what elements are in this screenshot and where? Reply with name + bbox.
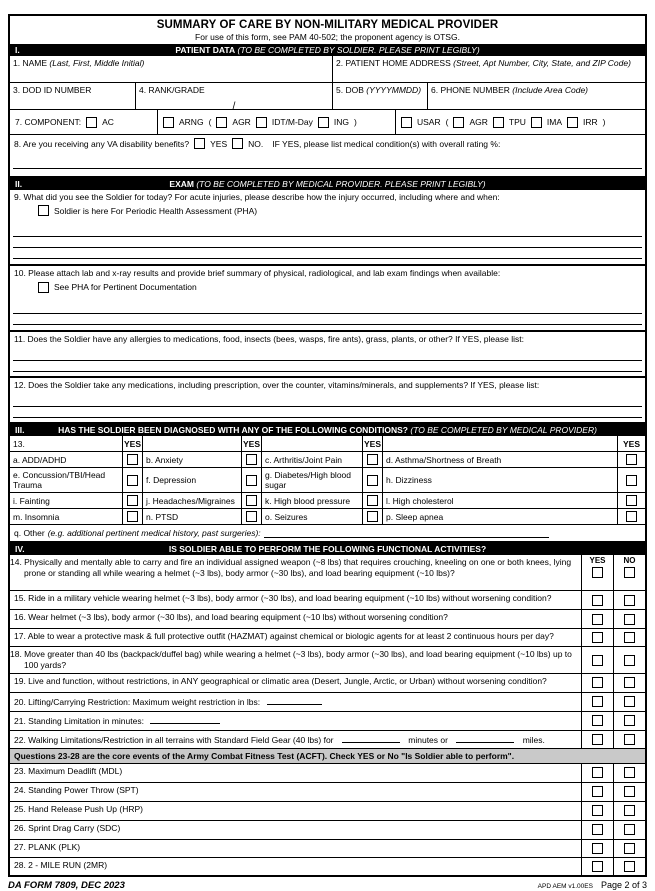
dob-field[interactable] [332, 83, 427, 109]
checkbox-24-no[interactable] [624, 786, 635, 797]
checkbox-usar[interactable] [401, 117, 412, 128]
apd-version: APD AEM v1.00ES [537, 882, 593, 890]
section-2-note: (TO BE COMPLETED BY MEDICAL PROVIDER. PLEASE PRINT LEGIBLY) [196, 179, 486, 189]
checkbox-25-no[interactable] [624, 805, 635, 816]
activity-row-19 [10, 674, 645, 693]
checkbox-anxiety[interactable] [246, 454, 257, 465]
q12-write-line-2[interactable] [13, 407, 642, 418]
blank-header [142, 436, 241, 452]
rank-grade-label: 4. RANK/GRADE [139, 85, 205, 95]
checkbox-concussion[interactable] [127, 475, 138, 486]
yes-header-4: YES [617, 436, 645, 452]
activity-row-23 [10, 764, 645, 783]
checkbox-depression[interactable] [246, 475, 257, 486]
q11-write-line-1[interactable] [13, 350, 642, 361]
checkbox-14-yes[interactable] [592, 567, 603, 578]
checkbox-diabetes[interactable] [367, 475, 378, 486]
section-3-numeral: III. [15, 425, 25, 436]
checkbox-irr[interactable] [567, 117, 578, 128]
question-10-text: 10. Please attach lab and x-ray results and provide brief summary of physical, radiological, and lab exam findings when available: [14, 268, 501, 279]
condition-label: l. High cholesterol [382, 493, 617, 509]
activity-row-25 [10, 802, 645, 821]
name-field[interactable] [10, 56, 332, 82]
checkbox-pha[interactable] [38, 205, 49, 216]
dod-id-field[interactable] [10, 83, 135, 109]
checkbox-19-yes[interactable] [592, 677, 603, 688]
checkbox-18-no[interactable] [624, 655, 635, 666]
checkbox-seizures[interactable] [367, 511, 378, 522]
other-label: q. Other [14, 528, 45, 539]
checkbox-18-yes[interactable] [592, 655, 603, 666]
checkbox-fainting[interactable] [127, 495, 138, 506]
checkbox-ac[interactable] [86, 117, 97, 128]
question-25-text: 25. Hand Release Push Up (HRP) [14, 803, 143, 814]
activity-row-21 [10, 712, 645, 731]
condition-label: b. Anxiety [142, 452, 241, 468]
question-18-text: 18. Move greater than 40 lbs (backpack/duffel bag) while wearing a helmet (~3 lbs), body armor (~30 lbs), and load bearing equipment (~10 lbs) up to 100 yards? [10, 649, 572, 671]
condition-label: i. Fainting [10, 493, 122, 509]
dod-id-label: 3. DOD ID NUMBER [13, 85, 92, 95]
condition-label: c. Arthritis/Joint Pain [261, 452, 362, 468]
other-note: (e.g. additional pertinent medical history, past surgeries): [47, 528, 261, 539]
va-no-label: NO. [248, 138, 264, 149]
usar-label: USAR [417, 117, 441, 127]
question-22-mid: minutes or [408, 734, 448, 745]
checkbox-22-yes[interactable] [592, 734, 603, 745]
phone-label: 6. PHONE NUMBER [431, 85, 510, 95]
condition-label: p. Sleep apnea [382, 509, 617, 525]
home-address-field[interactable] [332, 56, 645, 82]
checkbox-26-no[interactable] [624, 824, 635, 835]
section-2-bar [10, 176, 645, 190]
checkbox-insomnia[interactable] [127, 511, 138, 522]
condition-label: k. High blood pressure [261, 493, 362, 509]
checkbox-add-adhd[interactable] [127, 454, 138, 465]
activity-row-24 [10, 783, 645, 802]
checkbox-19-no[interactable] [624, 677, 635, 688]
q21-write-blank[interactable] [150, 714, 220, 724]
section-2-numeral: II. [15, 179, 23, 189]
question-9-text: 9. What did you see the Soldier for today? For acute injuries, please describe how the injury occurred, including where and when: [14, 192, 500, 202]
activity-row-15 [10, 591, 645, 610]
checkbox-see-pha[interactable] [38, 282, 49, 293]
q22-miles-blank[interactable] [456, 733, 514, 743]
form-header [10, 16, 645, 44]
question-19-text: 19. Live and function, without restrictions, in ANY geographical or climatic area (Desert, Jungle, Arctic, or Urban) without worsening condition? [14, 675, 547, 686]
condition-label: a. ADD/ADHD [10, 452, 122, 468]
checkbox-14-no[interactable] [624, 567, 635, 578]
form-id: DA FORM 7809, DEC 2023 [8, 879, 125, 891]
checkbox-15-no[interactable] [624, 595, 635, 606]
checkbox-arng-agr[interactable] [216, 117, 227, 128]
checkbox-25-yes[interactable] [592, 805, 603, 816]
checkbox-headaches[interactable] [246, 495, 257, 506]
checkbox-16-no[interactable] [624, 614, 635, 625]
question-17-text: 17. Able to wear a protective mask & full protective outfit (HAZMAT) against chemical or biologic agents for at least 2 continuous hours per day? [14, 631, 554, 642]
checkbox-15-yes[interactable] [592, 595, 603, 606]
checkbox-ima[interactable] [531, 117, 542, 128]
yes-column-header: YES [589, 556, 606, 566]
name-label: 1. NAME [13, 58, 48, 68]
checkbox-28-yes[interactable] [592, 861, 603, 872]
phone-field[interactable] [427, 83, 645, 109]
question-9-block [10, 190, 645, 264]
paren-close-1: ) [354, 117, 357, 127]
checkbox-high-bp[interactable] [367, 495, 378, 506]
arng-agr-label: AGR [232, 117, 251, 127]
checkbox-26-yes[interactable] [592, 824, 603, 835]
no-column-header: NO [623, 556, 636, 566]
item-13-number: 13. [10, 436, 122, 452]
phone-note: (Include Area Code) [512, 85, 589, 95]
paren-close-2: ) [602, 117, 606, 127]
rank-grade-slash: / [232, 101, 236, 112]
question-27-text: 27. PLANK (PLK) [14, 841, 81, 852]
section-1-note: (TO BE COMPLETED BY SOLDIER. PLEASE PRINT LEGIBLY) [237, 45, 480, 55]
section-4-numeral: IV. [15, 544, 25, 555]
checkbox-va-no[interactable] [232, 138, 243, 149]
form-footer [8, 880, 647, 891]
va-write-line[interactable] [13, 158, 642, 169]
checkbox-22-no[interactable] [624, 734, 635, 745]
section-3-bar [10, 422, 645, 436]
other-write-blank[interactable] [264, 528, 549, 538]
acft-banner: Questions 23-28 are the core events of the Army Combat Fitness Test (ACFT). Check YES or No "Is Soldier able to perform". [10, 749, 645, 764]
condition-label: f. Depression [142, 468, 241, 493]
question-26-text: 26. Sprint Drag Carry (SDC) [14, 822, 121, 833]
checkbox-17-yes[interactable] [592, 632, 603, 643]
page-number: Page 2 of 3 [600, 879, 647, 890]
checkbox-dizziness[interactable] [626, 475, 637, 486]
question-11-block [10, 330, 645, 376]
q11-write-line-2[interactable] [13, 361, 642, 372]
question-20-label: 20. Lifting/Carrying Restriction: Maximum weight restriction in lbs: [14, 696, 261, 707]
condition-label: g. Diabetes/High blood sugar [261, 468, 362, 493]
dob-label: 5. DOB [336, 85, 364, 95]
activity-row-18 [10, 647, 645, 673]
irr-label: IRR [583, 117, 598, 127]
checkbox-arng[interactable] [163, 117, 174, 128]
activity-row-28 [10, 858, 645, 875]
yes-header-1: YES [122, 436, 142, 452]
pha-check-label: Soldier is here For Periodic Health Assessment (PHA) [54, 205, 258, 216]
question-22-prefix: 22. Walking Limitations/Restriction in all terrains with Standard Field Gear (40 lbs) for [14, 734, 334, 745]
question-21-text [10, 712, 581, 730]
section-3-note: (TO BE COMPLETED BY MEDICAL PROVIDER) [410, 425, 597, 436]
checkbox-20-no[interactable] [624, 696, 635, 707]
component-row [10, 110, 645, 135]
q9-write-line-2[interactable] [13, 237, 642, 248]
activity-row-20 [10, 693, 645, 712]
q22-minutes-blank[interactable] [342, 733, 400, 743]
va-yes-label: YES [210, 138, 228, 149]
va-suffix: IF YES, please list medical condition(s) with overall rating %: [272, 138, 501, 149]
ac-label: AC [102, 117, 114, 127]
checkbox-cholesterol[interactable] [626, 495, 637, 506]
checkbox-24-yes[interactable] [592, 786, 603, 797]
conditions-table [10, 436, 645, 525]
activity-row-27 [10, 840, 645, 858]
rank-grade-field[interactable] [135, 83, 332, 112]
section-1-numeral: I. [15, 45, 20, 55]
question-21-label: 21. Standing Limitation in minutes: [14, 715, 144, 726]
question-16-text: 16. Wear helmet (~3 lbs), body armor (~30 lbs), and load bearing equipment (~10 lbs) without worsening condition? [14, 612, 448, 623]
address-label: 2. PATIENT HOME ADDRESS [336, 58, 451, 68]
activity-row-16 [10, 610, 645, 629]
checkbox-21-no[interactable] [624, 715, 635, 726]
blank-header [261, 436, 362, 452]
idt-mday-label: IDT/M-Day [271, 117, 313, 127]
section-4-bar [10, 542, 645, 555]
checkbox-17-no[interactable] [624, 632, 635, 643]
checkbox-27-yes[interactable] [592, 843, 603, 854]
ima-label: IMA [546, 117, 563, 127]
condition-label: d. Asthma/Shortness of Breath [382, 452, 617, 468]
see-pha-check-label: See PHA for Pertinent Documentation [54, 282, 197, 293]
checkbox-ing[interactable] [318, 117, 329, 128]
condition-label: j. Headaches/Migraines [142, 493, 241, 509]
da-form-7809 [8, 14, 647, 877]
section-1-title: PATIENT DATA [175, 45, 236, 55]
question-24-text: 24. Standing Power Throw (SPT) [14, 784, 139, 795]
q9-write-line-1[interactable] [13, 226, 642, 237]
checkbox-ptsd[interactable] [246, 511, 257, 522]
activity-row-26 [10, 821, 645, 840]
checkbox-va-yes[interactable] [194, 138, 205, 149]
question-23-text: 23. Maximum Deadlift (MDL) [14, 765, 123, 776]
question-20-text [10, 693, 581, 711]
condition-label: h. Dizziness [382, 468, 617, 493]
checkbox-21-yes[interactable] [592, 715, 603, 726]
component-label: 7. COMPONENT: [15, 117, 82, 127]
section-2-title: EXAM [169, 179, 194, 189]
blank-header [382, 436, 617, 452]
question-28-text: 28. 2 - MILE RUN (2MR) [14, 859, 108, 870]
checkbox-23-yes[interactable] [592, 767, 603, 778]
ing-label: ING [333, 117, 350, 127]
checkbox-tpu[interactable] [493, 117, 504, 128]
question-15-text: 15. Ride in a military vehicle wearing helmet (~3 lbs), body armor (~30 lbs), and load bearing equipment (~10 lbs) without worsening condition? [14, 593, 552, 604]
checkbox-sleep-apnea[interactable] [626, 511, 637, 522]
va-question: 8. Are you receiving any VA disability benefits? [14, 138, 190, 149]
activity-row-14 [10, 555, 645, 591]
name-note: (Last, First, Middle Initial) [49, 58, 145, 68]
checkbox-idt-mday[interactable] [256, 117, 267, 128]
section-3-title: HAS THE SOLDIER BEEN DIAGNOSED WITH ANY OF THE FOLLOWING CONDITIONS? [58, 425, 408, 436]
checkbox-asthma[interactable] [626, 454, 637, 465]
activity-row-22 [10, 731, 645, 749]
q12-write-line-1[interactable] [13, 396, 642, 407]
condition-label: m. Insomnia [10, 509, 122, 525]
checkbox-28-no[interactable] [624, 861, 635, 872]
question-22-text [10, 731, 581, 748]
usar-agr-label: AGR [469, 117, 488, 127]
yes-header-2: YES [241, 436, 261, 452]
question-22-suffix: miles. [522, 734, 545, 745]
yes-header-3: YES [362, 436, 382, 452]
checkbox-27-no[interactable] [624, 843, 635, 854]
q20-write-blank[interactable] [267, 695, 322, 705]
condition-label: n. PTSD [142, 509, 241, 525]
q9-write-line-3[interactable] [13, 248, 642, 259]
checkbox-arthritis[interactable] [367, 454, 378, 465]
checkbox-20-yes[interactable] [592, 696, 603, 707]
checkbox-usar-agr[interactable] [453, 117, 464, 128]
activity-row-17 [10, 629, 645, 647]
condition-label: e. Concussion/TBI/Head Trauma [10, 468, 122, 493]
checkbox-23-no[interactable] [624, 767, 635, 778]
question-14-text: 14. Physically and mentally able to carry and fire an individual assigned weapon (~8 lbs) that requires crouching, kneeling on one or both knees, lying prone or standing all while wearing a helmet (~3 lbs), body armor (~30 lbs), and load bearing equipment (~10 lbs)? [10, 557, 572, 579]
question-12-text: 12. Does the Soldier take any medications, including prescription, over the counter, vitamins/minerals, and supplements? If YES, please list: [14, 380, 540, 391]
form-subtitle: For use of this form, see PAM 40-502; the proponent agency is OTSG. [195, 32, 460, 42]
q10-write-line-2[interactable] [13, 314, 642, 325]
question-10-block [10, 264, 645, 329]
question-12-block [10, 376, 645, 422]
q10-write-line-1[interactable] [13, 303, 642, 314]
paren-open-1: ( [208, 117, 212, 127]
checkbox-16-yes[interactable] [592, 614, 603, 625]
condition-label: o. Seizures [261, 509, 362, 525]
address-note: (Street, Apt Number, City, State, and ZIP Code) [453, 58, 631, 68]
arng-label: ARNG [179, 117, 204, 127]
dob-note: (YYYYMMDD) [366, 85, 422, 95]
section-4-title: IS SOLDIER ABLE TO PERFORM THE FOLLOWING FUNCTIONAL ACTIVITIES? [168, 544, 487, 555]
form-title: SUMMARY OF CARE BY NON-MILITARY MEDICAL PROVIDER [156, 19, 499, 31]
question-11-text: 11. Does the Soldier have any allergies to medications, food, insects (bees, wasps, fire ants), grass, plants, or other? If YES, please list: [14, 333, 524, 344]
section-1-bar [10, 44, 645, 56]
paren-open-2: ( [445, 117, 449, 127]
tpu-label: TPU [508, 117, 526, 127]
va-benefits-row [10, 135, 645, 176]
other-conditions-row [10, 525, 645, 542]
